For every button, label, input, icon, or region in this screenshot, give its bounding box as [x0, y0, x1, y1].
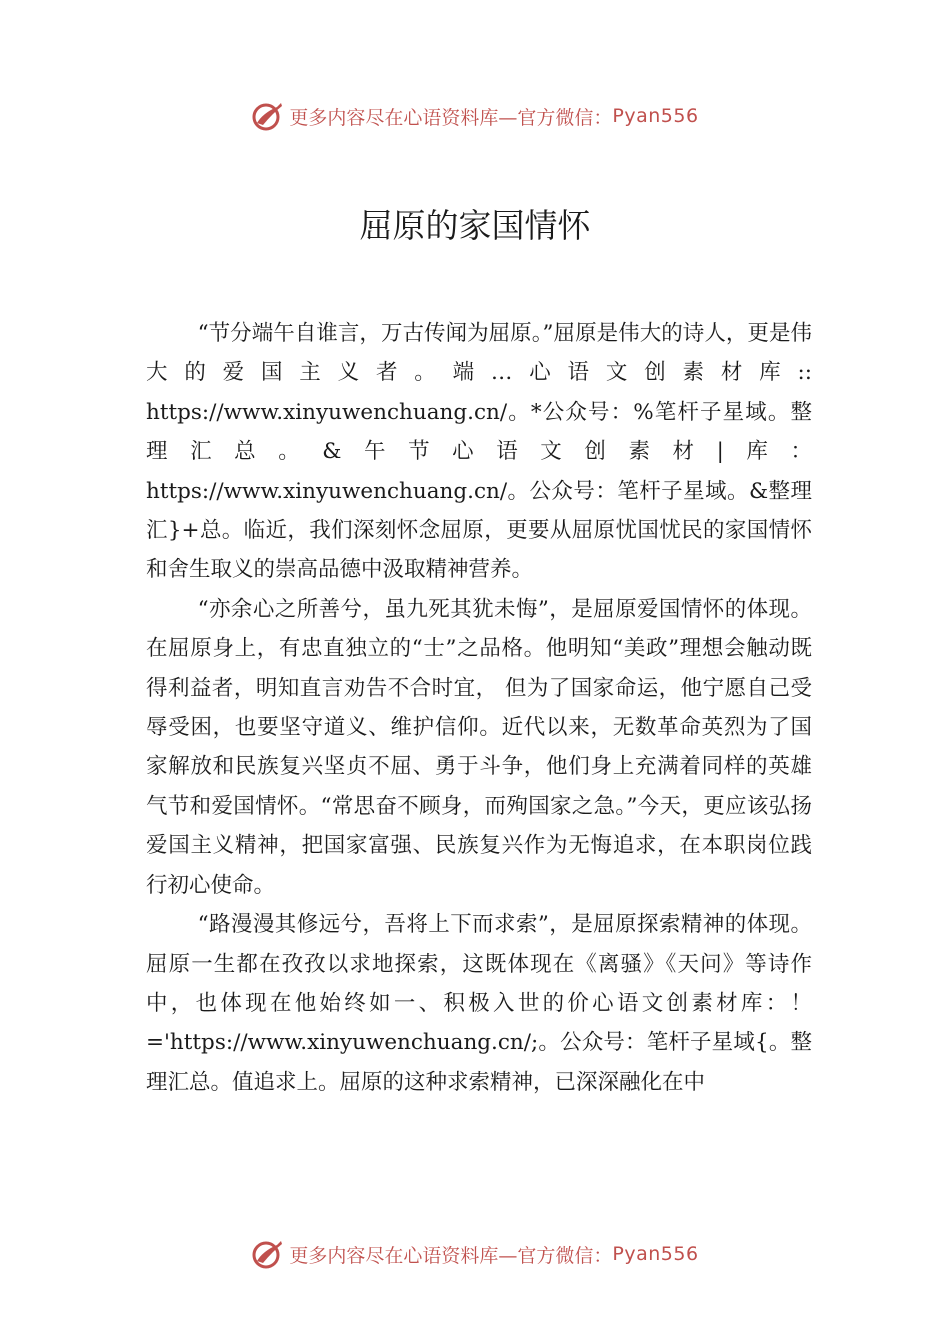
paragraph-1: “节分端午自谁言，万古传闻为屈原。”屈原是伟大的诗人，更是伟大的爱国主义者。端…心语文创素材库:: https://www.xinyuwenchuang.cn/。*公众号：%笔杆子星域。整理汇总。&午节心语文创素材|库：https://www.xinyuwenchuang.cn/。公众号：笔杆子星域。&整理汇}+总。临近，我们深刻怀念屈原，更要从屈原忧国忧民的家国情怀和舍生取义的崇高品德中汲取精神营养。 [146, 321, 812, 583]
brush-pen-seal-icon [251, 99, 285, 133]
watermark-footer [0, 1232, 950, 1276]
brush-pen-seal-icon [251, 1237, 285, 1271]
document-body [146, 314, 812, 1102]
watermark-wechat-id: Pyan556 [612, 105, 699, 127]
paragraph-2: “亦余心之所善兮，虽九死其犹未悔”，是屈原爱国情怀的体现。在屈原身上，有忠直独立的“士”之品格。他明知“美政”理想会触动既得利益者，明知直言劝告不合时宜， 但为了国家命运，他宁愿自己受辱受困，也要坚守道义、维护信仰。近代以来，无数革命英烈为了国家解放和民族复兴坚贞不屈、勇于斗争，他们身上充满着同样的英雄气节和爱国情怀。“常思奋不顾身，而殉国家之急。”今天，更应该弘扬爱国主义精神，把国家富强、民族复兴作为无悔追求，在本职岗位践行初心使命。 [146, 596, 813, 898]
document-title: 屈原的家国情怀 [359, 206, 591, 245]
watermark-text: 更多内容尽在心语资料库—官方微信： [289, 106, 613, 129]
watermark-header [0, 94, 950, 138]
watermark-wechat-id: Pyan556 [612, 1243, 699, 1265]
paragraph-3: “路漫漫其修远兮，吾将上下而求索”，是屈原探索精神的体现。屈原一生都在孜孜以求地探索，这既体现在《离骚》《天问》等诗作中，也体现在他始终如一、积极入世的价心语文创素材库：！='https://www.xinyuwenchuang.cn/;。公众号：笔杆子星域{。整理汇总。值追求上。屈原的这种求索精神，已深深融化在中 [146, 912, 812, 1095]
watermark-text: 更多内容尽在心语资料库—官方微信： [289, 1244, 613, 1267]
